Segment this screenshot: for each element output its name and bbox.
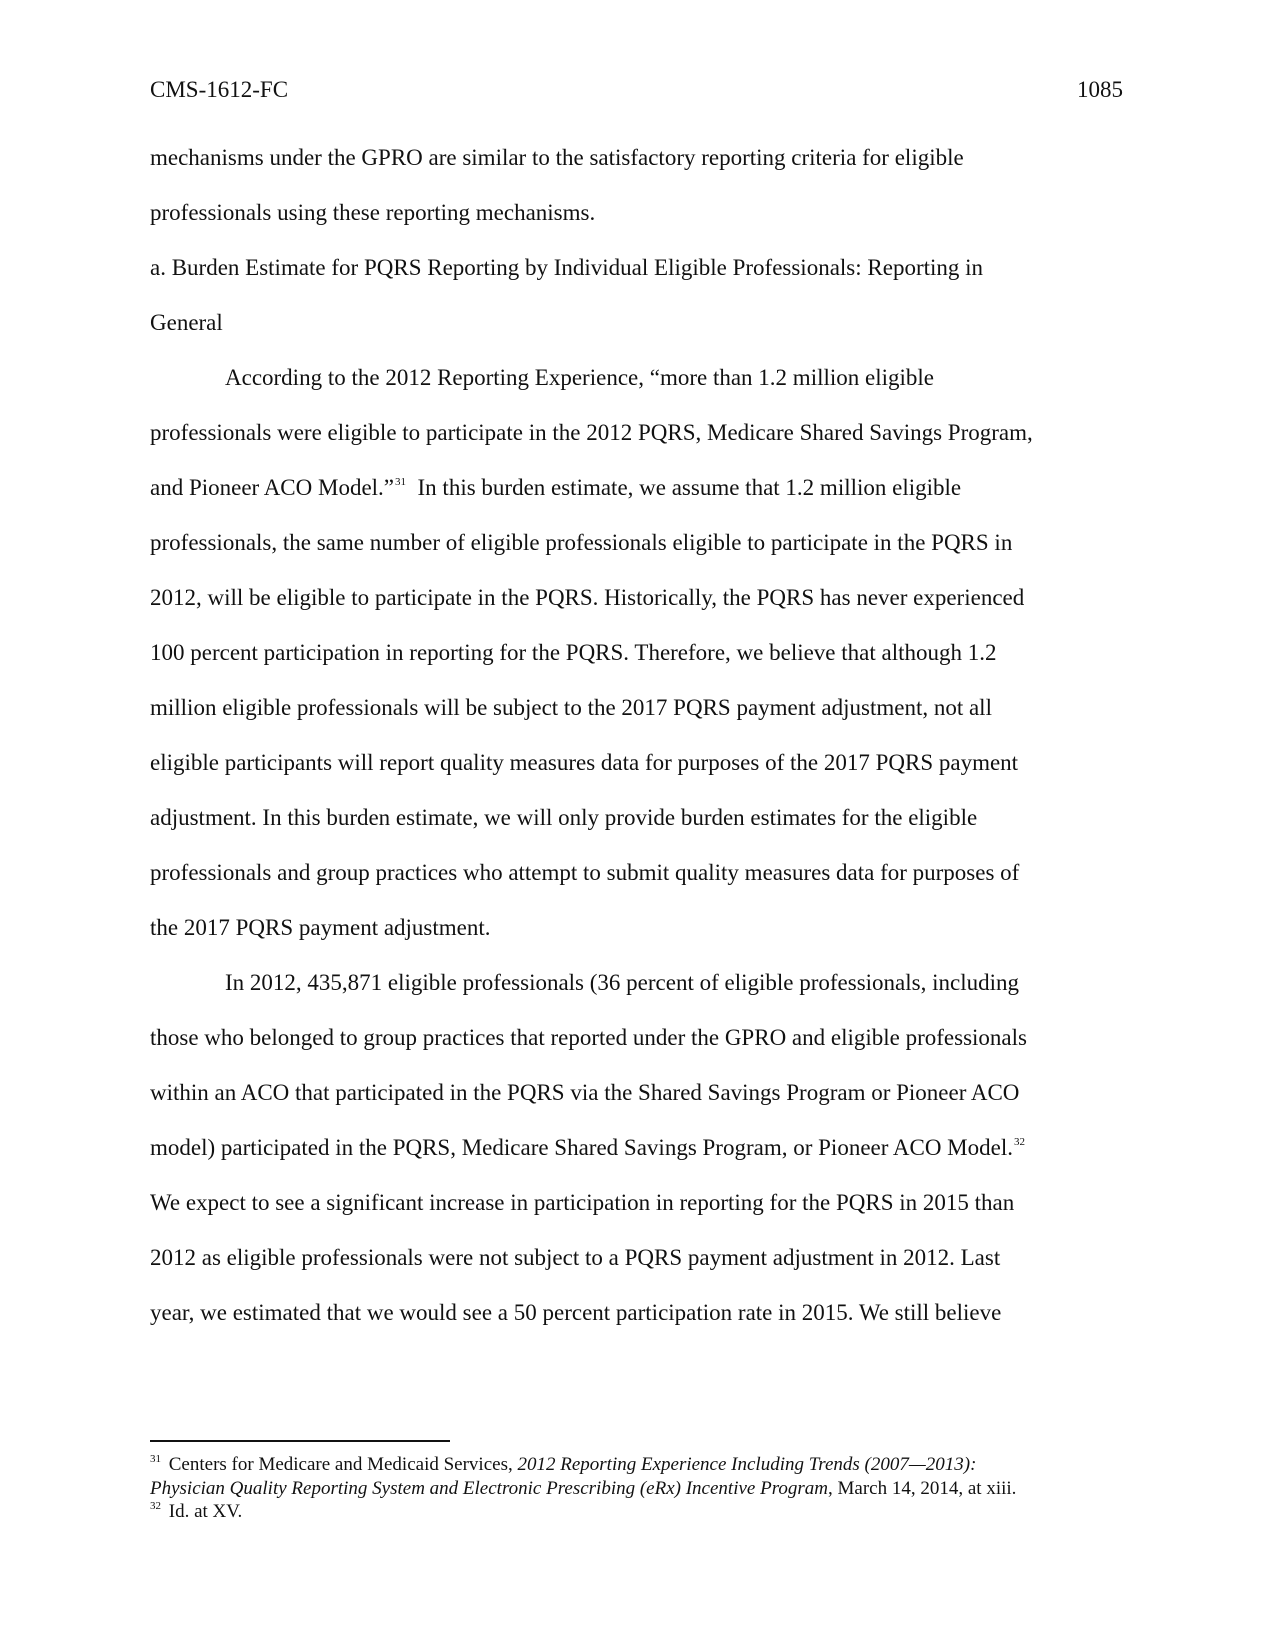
footnote-title: 2012 Reporting Experience Including Trends (2007—2013): [517,1454,977,1475]
footnote-ref-31[interactable]: 31 [395,476,407,488]
text-line: within an ACO that participated in the PQRS via the Shared Savings Program or Pioneer ACO [150,1080,1020,1105]
text-line: year, we estimated that we would see a 50 percent participation rate in 2015. We still believe [150,1300,1002,1325]
text-line: professionals were eligible to participate in the 2012 PQRS, Medicare Shared Savings Program, [150,420,1033,445]
footnote-marker: 32 [150,1500,161,1512]
text-line: In 2012, 435,871 eligible professionals (36 percent of eligible professionals, including [225,970,1019,995]
footnote-32 [150,1500,242,1526]
text-segment: model) participated in the PQRS, Medicare Shared Savings Program, or Pioneer ACO Model. [150,1135,1013,1160]
text-line: mechanisms under the GPRO are similar to the satisfactory reporting criteria for eligible [150,145,964,170]
text-line: 2012 as eligible professionals were not subject to a PQRS payment adjustment in 2012. Last [150,1245,1001,1270]
text-line: eligible participants will report quality measures data for purposes of the 2017 PQRS payment [150,750,1019,775]
section-heading: a. Burden Estimate for PQRS Reporting by Individual Eligible Professionals: Reporting in [150,255,984,280]
text-line [150,474,961,506]
footnote-marker: 31 [150,1453,161,1465]
text-line: the 2017 PQRS payment adjustment. [150,915,491,940]
footnote-text: Id. at XV. [164,1501,243,1522]
text-line: We expect to see a significant increase in participation in reporting for the PQRS in 2015 than [150,1190,1015,1215]
footnote-text: Centers for Medicare and Medicaid Services, [164,1454,518,1475]
text-line [150,1134,1025,1166]
text-segment: and Pioneer ACO Model.” [150,475,395,500]
page-number: 1085 [1077,77,1123,102]
text-line: million eligible professionals will be subject to the 2017 PQRS payment adjustment, not all [150,695,992,720]
footnote-31 [150,1453,976,1479]
footnote-text: , March 14, 2014, at xiii. [828,1478,1017,1499]
text-line: adjustment. In this burden estimate, we will only provide burden estimates for the eligible [150,805,978,830]
section-heading-cont: General [150,310,223,335]
text-line: According to the 2012 Reporting Experience, “more than 1.2 million eligible [225,365,934,390]
text-segment: In this burden estimate, we assume that 1.2 million eligible [406,475,962,500]
text-line: professionals and group practices who attempt to submit quality measures data for purposes of [150,860,1020,885]
text-line: professionals, the same number of eligible professionals eligible to participate in the PQRS in [150,530,1013,555]
page-header-doc-id: CMS-1612-FC [150,77,289,102]
footnote-31-cont [150,1477,1016,1500]
footnote-separator [150,1440,450,1442]
text-line: 2012, will be eligible to participate in the PQRS. Historically, the PQRS has never experienced [150,585,1025,610]
text-line: 100 percent participation in reporting for the PQRS. Therefore, we believe that although 1.2 [150,640,997,665]
footnote-title: Physician Quality Reporting System and Electronic Prescribing (eRx) Incentive Program [150,1478,829,1499]
text-line: professionals using these reporting mechanisms. [150,200,596,225]
text-line: those who belonged to group practices that reported under the GPRO and eligible professionals [150,1025,1027,1050]
footnote-ref-32[interactable]: 32 [1013,1136,1025,1148]
